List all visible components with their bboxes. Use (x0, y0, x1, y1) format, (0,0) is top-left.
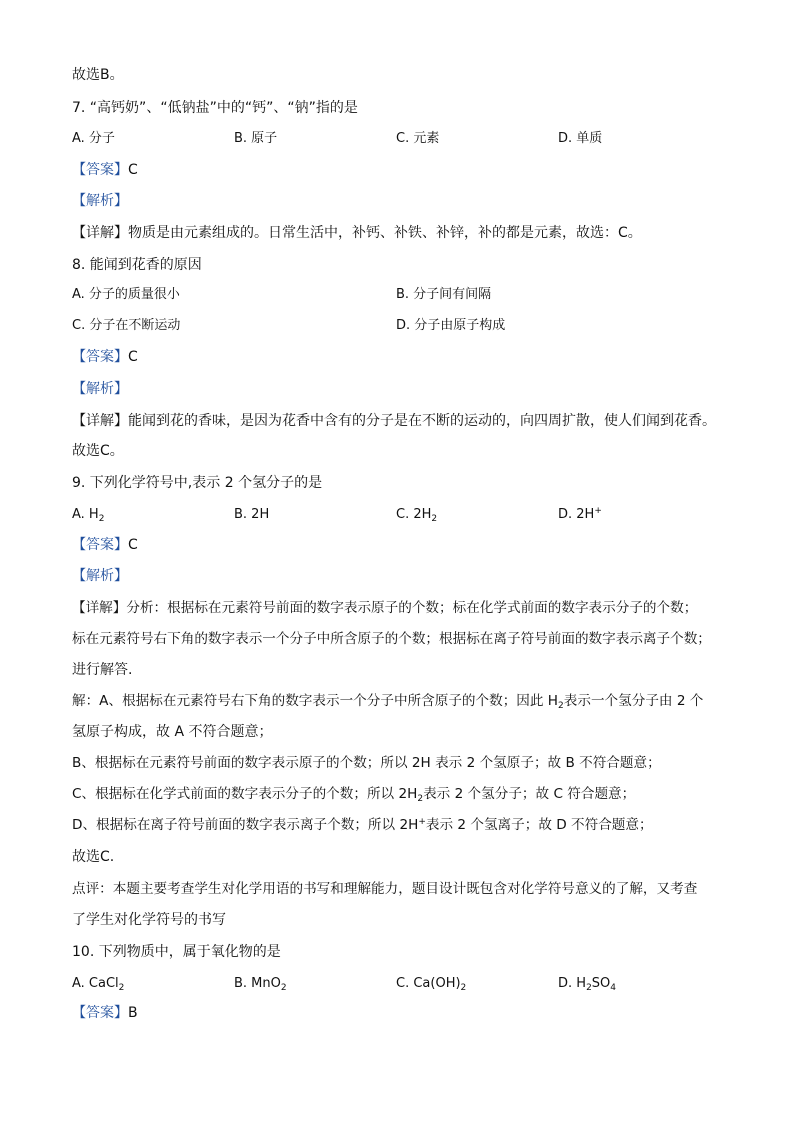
q9-detail-5: 氢原子构成，故 A 不符合题意； (72, 724, 273, 740)
q8-option-a: A. 分子的质量很小 (72, 287, 180, 302)
q10-answer (72, 1004, 138, 1022)
q10-option-a (72, 975, 124, 993)
superscript: + (418, 817, 426, 827)
q9-detail-4 (72, 692, 703, 710)
answer-value: C (128, 537, 138, 553)
answer-value: B (128, 1005, 138, 1021)
question-9: 9. 下列化学符号中,表示 2 个氢分子的是 (72, 475, 323, 491)
q8-option-b: B. 分子间有间隔 (396, 287, 492, 302)
formula: D. 2H (558, 507, 595, 522)
subscript: 2 (586, 983, 592, 993)
q9-detail-8 (72, 816, 653, 834)
answer-tag: 【答案】 (72, 349, 128, 365)
subscript: 4 (610, 983, 617, 993)
q7-option-d: D. 单质 (558, 131, 603, 146)
answer-tag: 【答案】 (72, 162, 128, 178)
q9-detail-6: B、根据标在元素符号前面的数字表示原子的个数；所以 2H 表示 2 个氢原子；故 B 不符合题意； (72, 755, 661, 771)
q9-detail-1: 【详解】分析：根据标在元素符号前面的数字表示原子的个数；标在化学式前面的数字表示分子的个数； (72, 600, 698, 616)
conclusion-line: 故选B。 (72, 67, 124, 83)
q7-option-a: A. 分子 (72, 131, 115, 146)
q8-detail: 【详解】能闻到花的香味，是因为花香中含有的分子是在不断的运动的，向四周扩散，使人们闻到花香。 (72, 413, 716, 429)
formula: A. CaCl (72, 976, 119, 991)
q9-detail-7 (72, 785, 635, 803)
formula: C. 2H (396, 507, 432, 522)
formula: C. Ca(OH) (396, 976, 461, 991)
q10-option-c (396, 975, 466, 993)
q9-answer (72, 536, 138, 554)
text-segment: 表示 2 个氢分子；故 C 符合题意； (423, 786, 636, 802)
formula: D. H (558, 976, 587, 991)
q9-analysis-tag: 【解析】 (72, 568, 128, 584)
q8-answer (72, 348, 138, 366)
q10-option-b (234, 975, 287, 993)
text-segment: 解：A、根据标在元素符号右下角的数字表示一个分子中所含原子的个数；因此 H (72, 693, 559, 709)
subscript: 2 (98, 514, 105, 524)
q7-option-c: C. 元素 (396, 131, 440, 146)
answer-tag: 【答案】 (72, 537, 128, 553)
answer-value: C (128, 349, 138, 365)
text-segment: 表示一个氢分子由 2 个 (563, 693, 704, 709)
q8-option-d: D. 分子由原子构成 (396, 318, 506, 333)
formula: B. MnO (234, 976, 281, 991)
q7-answer (72, 161, 138, 179)
q9-detail-2: 标在元素符号右下角的数字表示一个分子中所含原子的个数；根据标在离子符号前面的数字表示离子个数； (72, 631, 711, 647)
text-segment: 表示 2 个氢离子；故 D 不符合题意； (425, 817, 653, 833)
q8-analysis-tag: 【解析】 (72, 381, 128, 397)
q7-option-b: B. 原子 (234, 131, 278, 146)
q10-option-d (558, 975, 616, 993)
answer-value: C (128, 162, 138, 178)
text-segment: C、根据标在化学式前面的数字表示分子的个数；所以 2H (72, 786, 418, 802)
q9-option-a (72, 506, 104, 524)
q8-option-c: C. 分子在不断运动 (72, 318, 181, 333)
q7-detail: 【详解】物质是由元素组成的。日常生活中，补钙、补铁、补锌，补的都是元素，故选：C。 (72, 225, 642, 241)
q9-option-b: B. 2H (234, 507, 270, 522)
q7-analysis-tag: 【解析】 (72, 193, 128, 209)
subscript: 2 (280, 983, 287, 993)
q9-option-c (396, 506, 437, 524)
q9-option-d (558, 506, 602, 524)
superscript: + (594, 506, 602, 516)
q8-conclusion: 故选C。 (72, 443, 124, 459)
formula: SO (591, 976, 611, 991)
subscript: 2 (118, 983, 125, 993)
q9-detail-10: 点评：本题主要考查学生对化学用语的书写和理解能力，题目设计既包含对化学符号意义的了解，又考查 (72, 881, 698, 897)
q9-detail-11: 了学生对化学符号的书写 (72, 912, 226, 928)
question-7: 7. “高钙奶”、“低钠盐”中的“钙”、“钠”指的是 (72, 100, 358, 116)
question-8: 8. 能闻到花香的原因 (72, 257, 202, 273)
text-segment: D、根据标在离子符号前面的数字表示离子个数；所以 2H (72, 817, 419, 833)
subscript: 2 (460, 983, 467, 993)
subscript: 2 (417, 794, 424, 804)
q9-detail-3: 进行解答. (72, 662, 133, 678)
q9-detail-9: 故选C. (72, 849, 115, 865)
question-10: 10. 下列物质中，属于氧化物的是 (72, 944, 281, 960)
subscript: 2 (431, 514, 438, 524)
subscript: 2 (558, 701, 564, 711)
answer-tag: 【答案】 (72, 1005, 128, 1021)
formula: A. H (72, 507, 99, 522)
